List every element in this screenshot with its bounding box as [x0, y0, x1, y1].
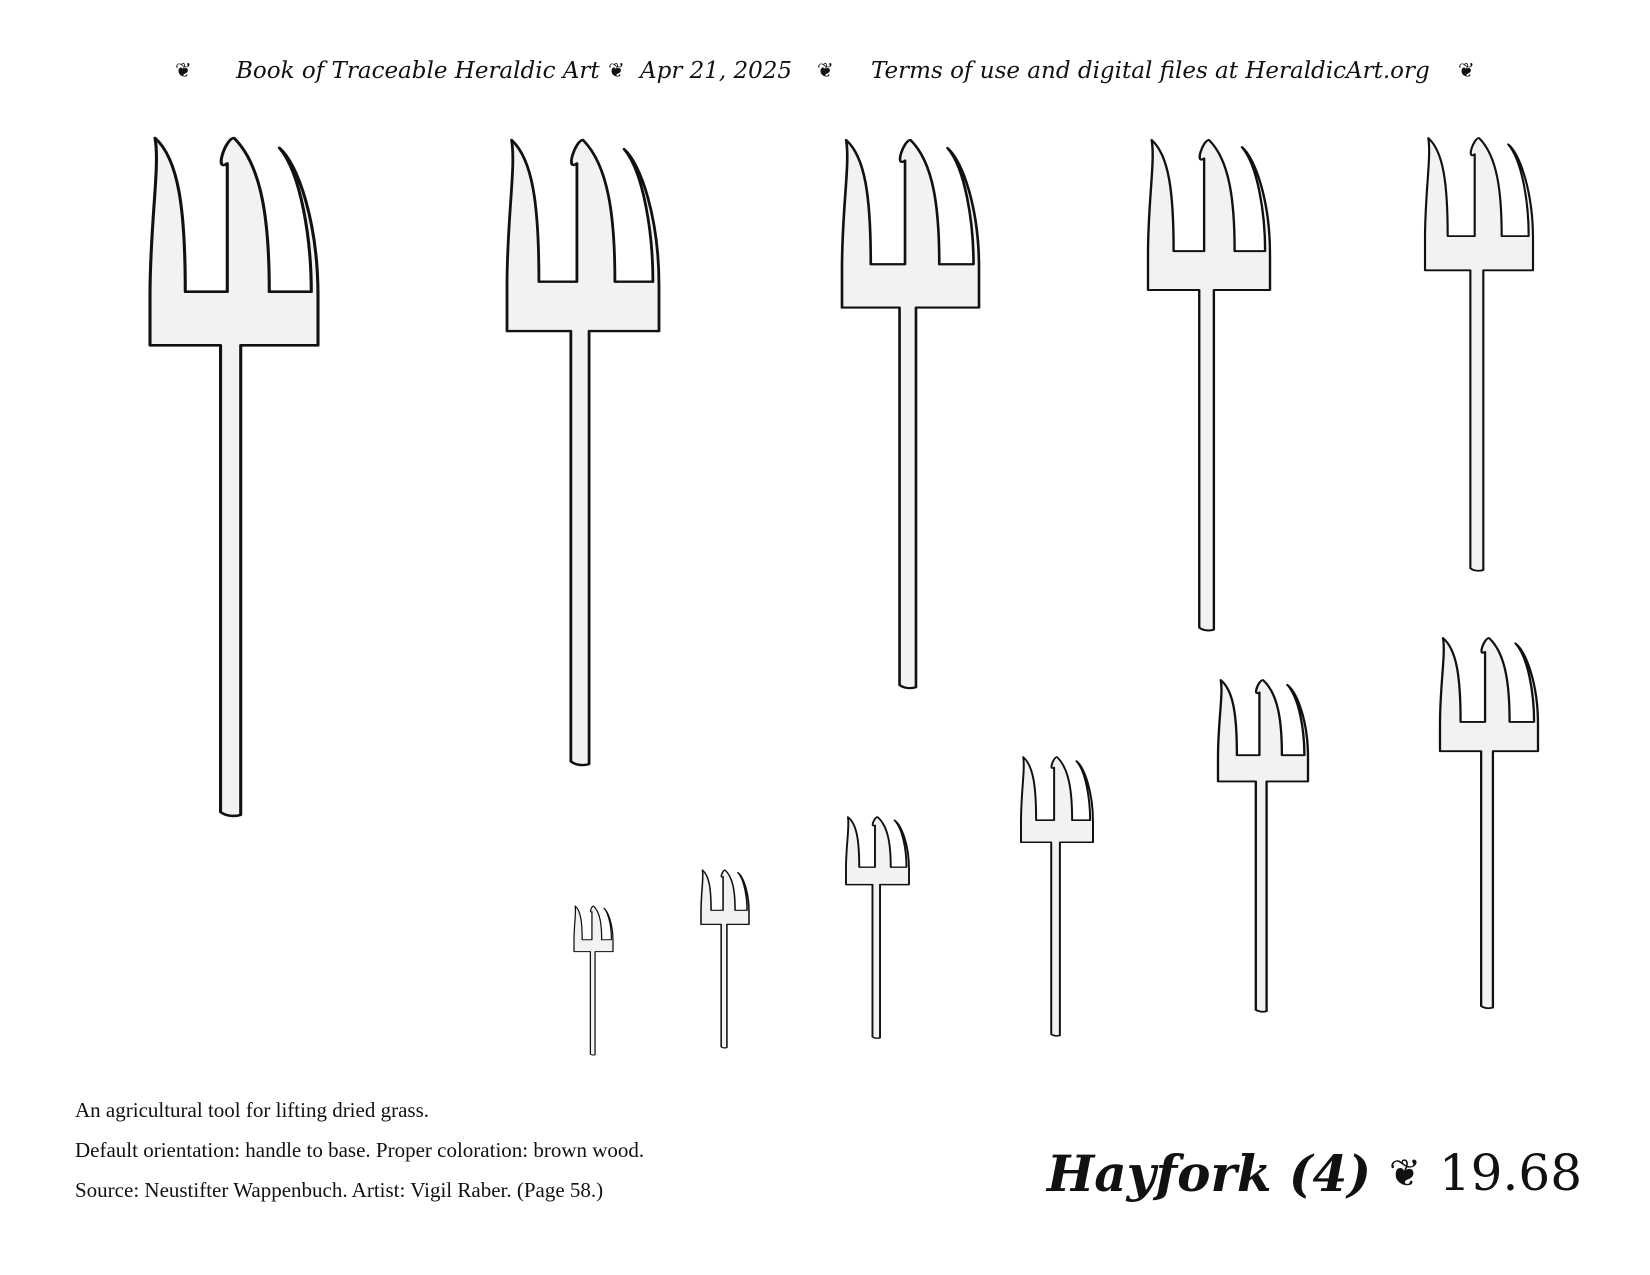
ornament-icon: ❦	[817, 58, 834, 82]
hayfork-icon	[1021, 757, 1093, 1036]
ornament-icon: ❦	[608, 58, 625, 82]
book-title: Book of Traceable Heraldic Art	[236, 58, 600, 84]
plate-number: 19.68	[1438, 1144, 1582, 1202]
ornament-icon: ❦	[1458, 58, 1475, 82]
hayfork-icon	[1425, 138, 1533, 571]
terms-of-use: Terms of use and digital files at HeraldicArt.org	[871, 58, 1430, 84]
hayfork-icon	[1440, 638, 1538, 1008]
hayfork-icon	[842, 140, 979, 688]
hayfork-icon	[846, 817, 909, 1038]
charge-name: Hayfork (4)	[1046, 1143, 1372, 1203]
hayfork-icon	[1148, 140, 1270, 630]
ornament-icon: ❦	[175, 58, 192, 82]
hayfork-icon	[1218, 680, 1308, 1012]
hayfork-icon	[574, 906, 613, 1055]
description	[75, 1090, 975, 1210]
description-line-2: Default orientation: handle to base. Proper coloration: brown wood.	[75, 1138, 645, 1162]
hayfork-icon	[150, 138, 318, 816]
hayfork-icon	[507, 140, 659, 765]
hayfork-icon	[701, 870, 749, 1048]
ornament-icon: ❦	[1389, 1151, 1421, 1195]
publication-date: Apr 21, 2025	[640, 58, 793, 84]
description-line-1: An agricultural tool for lifting dried grass.	[75, 1098, 429, 1122]
description-line-3: Source: Neustifter Wappenbuch. Artist: Vigil Raber. (Page 58.)	[75, 1178, 604, 1202]
plate-title	[1047, 1138, 1582, 1208]
